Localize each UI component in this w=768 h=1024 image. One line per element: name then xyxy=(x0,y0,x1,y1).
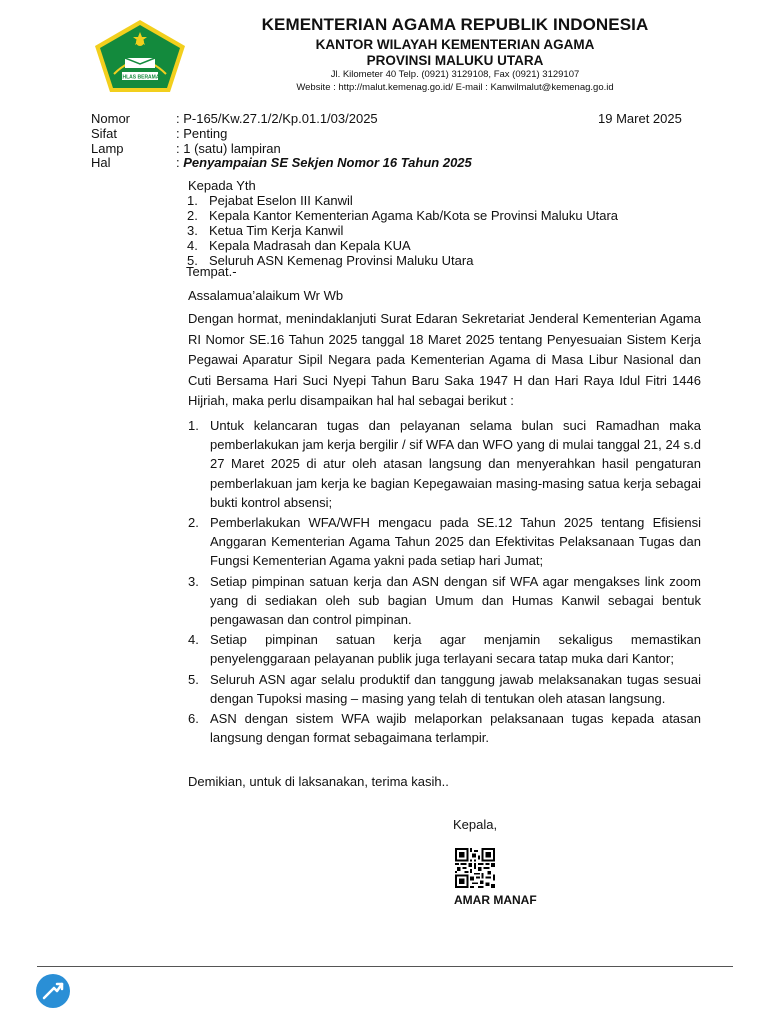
signer-name: AMAR MANAF xyxy=(454,893,537,907)
hal-subject: Penyampaian SE Sekjen Nomor 16 Tahun 2025 xyxy=(183,155,472,170)
item-number: 2. xyxy=(187,208,198,223)
list-item xyxy=(188,670,701,708)
lamp-value: : 1 (satu) lampiran xyxy=(176,141,281,156)
signer-title: Kepala, xyxy=(453,817,498,832)
point-text: Pemberlakukan WFA/WFH mengacu pada SE.12 Tahun 2025 tentang Efisiensi Anggaran Kementerian Agama Tahun 2025 dan Efektivitas Pelaksanaan Tugas dan Fungsi Kementerian Agama yakni pada setiap hari Jumat; xyxy=(210,515,701,569)
sifat-label: Sifat xyxy=(91,126,118,141)
lamp-label: Lamp xyxy=(91,141,124,156)
opening-paragraph: Dengan hormat, menindaklanjuti Surat Edaran Sekretariat Jenderal Kementerian Agama RI Nomor SE.16 Tahun 2025 tanggal 18 Maret 2025 tentang Penyesuaian Sistem Kerja Pegawai Aparatur Sipil Negara pada Kementerian Agama di Masa Libur Nasional dan Cuti Bersama Hari Suci Nyepi Tahun Baru Saka 1947 H dan Hari Raya Idul Fitri 1446 Hijriah, maka perlu disampaikan hal hal sebagai berikut : xyxy=(188,311,701,408)
points-list xyxy=(188,416,701,747)
point-text: Seluruh ASN agar selalu produktif dan tanggung jawab melaksanakan tugas sesuai dengan Tupoksi masing – masing yang telah di tentukan oleh atasan langsung. xyxy=(210,671,701,706)
list-item xyxy=(188,416,701,512)
item-number: 4. xyxy=(187,238,198,253)
footer-divider xyxy=(37,966,733,967)
list-item xyxy=(188,630,701,668)
closing-text: Demikian, untuk di laksanakan, terima kasih.. xyxy=(188,774,449,789)
item-text: Seluruh ASN Kemenag Provinsi Maluku Utara xyxy=(209,253,474,268)
sifat-value: : Penting xyxy=(176,126,228,141)
logo-motto: IKHLAS BERAMAL xyxy=(117,74,163,81)
item-text: Kepala Madrasah dan Kepala KUA xyxy=(209,238,411,253)
list-item xyxy=(188,572,701,630)
ministry-name: KEMENTERIAN AGAMA REPUBLIK INDONESIA xyxy=(261,15,649,34)
nomor-value: : P-165/Kw.27.1/2/Kp.01.1/03/2025 xyxy=(176,111,378,126)
item-text: Ketua Tim Kerja Kanwil xyxy=(209,223,344,238)
item-number: 5. xyxy=(187,253,198,268)
point-text: Setiap pimpinan satuan kerja dan ASN dengan sif WFA agar mengakses link zoom yang di sediakan oleh sub bagian Umum dan Humas Kanwil sebagai bentuk pengawasan dan control pimpinan. xyxy=(210,573,701,628)
qr-code xyxy=(455,848,495,888)
greeting: Assalamua’alaikum Wr Wb xyxy=(188,288,344,303)
point-number: 2. xyxy=(188,515,199,531)
nomor-label: Nomor xyxy=(91,111,131,126)
list-item xyxy=(187,208,618,223)
list-item xyxy=(187,238,618,253)
hal-label: Hal xyxy=(91,155,111,170)
point-number: 6. xyxy=(188,711,199,727)
list-item xyxy=(187,223,618,238)
addressee-list xyxy=(187,193,618,268)
item-text: Kepala Kantor Kementerian Agama Kab/Kota se Provinsi Maluku Utara xyxy=(209,208,619,223)
province-name: PROVINSI MALUKU UTARA xyxy=(366,53,544,68)
list-item xyxy=(188,709,701,747)
office-name: KANTOR WILAYAH KEMENTERIAN AGAMA xyxy=(315,37,595,52)
addressee-place: Tempat.- xyxy=(186,264,237,279)
point-number: 5. xyxy=(188,671,199,687)
share-badge-icon[interactable] xyxy=(35,973,71,1009)
ministry-logo xyxy=(92,18,188,94)
point-number: 3. xyxy=(188,573,199,589)
point-number: 4. xyxy=(188,632,199,648)
addressee-intro: Kepada Yth xyxy=(188,178,256,193)
point-number: 1. xyxy=(188,418,199,433)
point-text: Untuk kelancaran tugas dan pelayanan selama bulan suci Ramadhan maka pemberlakukan jam kerja bergilir / sif WFA dan WFO yang di mulai tanggal 21, 24 s.d 27 Maret 2025 di atur oleh atasan langsung dan menyerahkan hasil pengaturan pemberlakuan jam kerja ke bagian Kepegawaian masing-masing satua kerja sebagai bukti kontrol absensi; xyxy=(210,418,701,510)
list-item xyxy=(188,513,701,571)
hal-line xyxy=(176,155,472,170)
office-address: Jl. Kilometer 40 Telp. (0921) 3129108, Fax (0921) 3129107 xyxy=(330,69,580,80)
point-text: Setiap pimpinan satuan kerja agar menjamin sekaligus memastikan penyelenggaraan pelayanan publik juga terlayani secara tatap muka dari Kantor; xyxy=(210,632,701,667)
item-number: 1. xyxy=(187,193,198,208)
hal-colon: : xyxy=(176,155,184,170)
letter-date: 19 Maret 2025 xyxy=(598,111,682,126)
point-text: ASN dengan sistem WFA wajib melaporkan pelaksanaan tugas kepada atasan langsung dengan format sebagaimana terlampir. xyxy=(210,711,701,746)
list-item xyxy=(187,193,618,208)
list-item xyxy=(187,253,618,268)
item-text: Pejabat Eselon III Kanwil xyxy=(209,193,353,208)
office-contact: Website : http://malut.kemenag.go.id/ E-mail : Kanwilmalut@kemenag.go.id xyxy=(296,82,614,93)
item-number: 3. xyxy=(187,223,198,238)
